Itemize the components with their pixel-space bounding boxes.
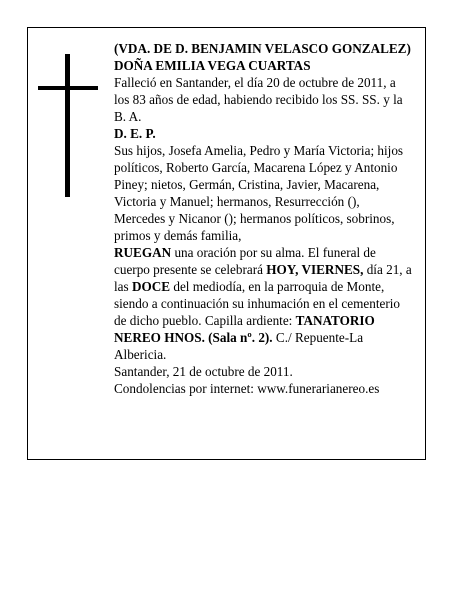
family-list: Sus hijos, Josefa Amelia, Pedro y María Victoria; hijos políticos, Roberto García, Macarena López y Antonio Piney; nietos, Germán, Cristina, Javier, Macarena, Victoria y Manuel; hermanos, Resurrección (), Mercedes y Nicanor (); hermanos políticos, sobrinos, primos y demás familia, — [114, 143, 404, 243]
funeral-details: RUEGAN una oración por su alma. El funeral de cuerpo presente se celebrará HOY, VIERNES, día 21, a las DOCE del mediodía, en la parroquia de Monte, siendo a continuación su inhumación en el cementerio de dicho pueblo. Capilla ardiente: TANATORIO NEREO HNOS. (Sala nº. 2). C./ Repuente-La Albericia. — [114, 245, 412, 362]
dep-line: D. E. P. — [114, 126, 156, 141]
cross-icon-horizontal — [38, 86, 98, 90]
condolences-line: Condolencias por internet: www.funerarianereo.es — [114, 381, 380, 396]
notice-date: Santander, 21 de octubre de 2011. — [114, 364, 293, 379]
obituary-text — [114, 40, 414, 397]
death-statement: Falleció en Santander, el día 20 de octubre de 2011, a los 83 años de edad, habiendo recibido los SS. SS. y la B. A. — [114, 75, 403, 124]
deceased-name: DOÑA EMILIA VEGA CUARTAS — [114, 58, 311, 73]
widow-line: (VDA. DE D. BENJAMIN VELASCO GONZALEZ) — [114, 41, 411, 56]
cross-icon-vertical — [65, 54, 70, 197]
